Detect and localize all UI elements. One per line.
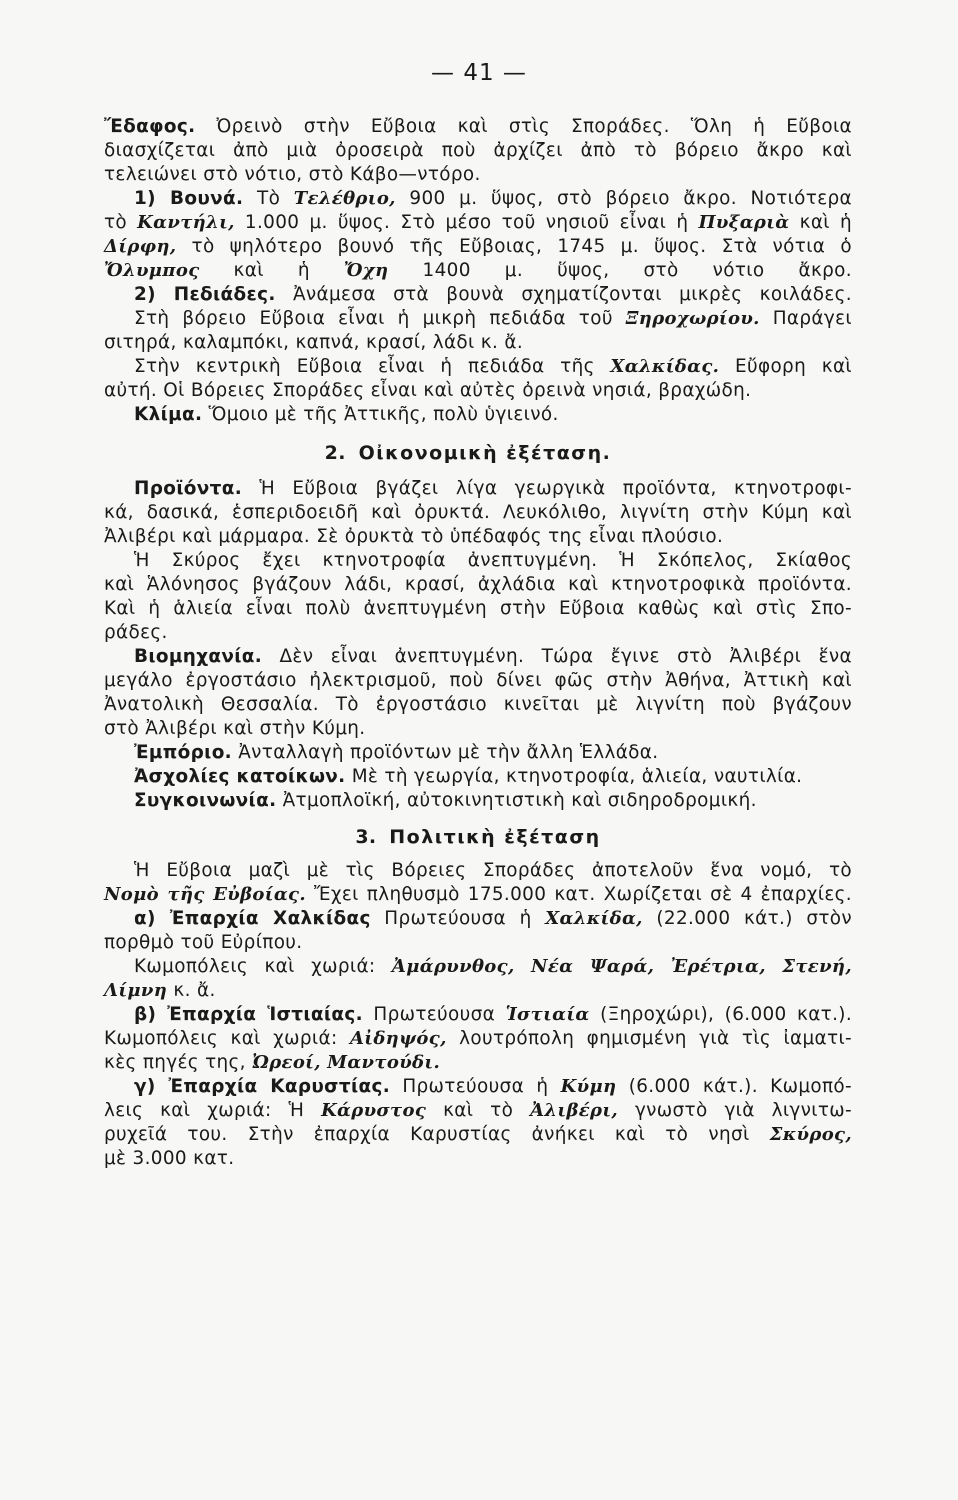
edafos-line-1: Ἔδαφος. Ὀρεινὸ στὴν Εὔβοια καὶ στὶς Σποράδες. Ὅλη ἡ Εὔβοια: [104, 116, 852, 137]
section-2-heading: 2. Οἰκονομικὴ ἐξέταση.: [324, 442, 612, 464]
pediades-line-1: 2) Πεδιάδες. Ἀνάμεσα στὰ βουνὰ σχηματίζονται μικρὲς κοιλάδες.: [134, 284, 852, 305]
politiki-line-1: Ἡ Εὔβοια μαζὶ μὲ τὶς Βόρειες Σποράδες ἀποτελοῦν ἕνα νομό, τὸ: [134, 860, 852, 881]
eparxia-b-line-1: β) Ἐπαρχία Ἱστιαίας. Πρωτεύουσα Ἱστιαία (Ξηροχώρι), (6.000 κατ.).: [134, 1004, 853, 1025]
town-limni: Λίμνη: [104, 980, 168, 1001]
section-3-heading: 3. Πολιτικὴ ἐξέταση: [355, 826, 601, 848]
vouna-line-2: τὸ Καντήλι, 1.000 μ. ὕψος. Στὸ μέσο τοῦ νησιοῦ εἶναι ἡ Πυξαριὰ καὶ ἡ: [104, 212, 852, 233]
asxolies-line: Ἀσχολίες κατοίκων. Μὲ τὴ γεωργία, κτηνοτροφία, ἁλιεία, ναυτιλία.: [134, 766, 803, 787]
pediades-line-5: αὐτή. Οἱ Βόρειες Σποράδες εἶναι καὶ αὐτὲς ὀρεινὰ νησιά, βραχώδη.: [104, 380, 752, 401]
town-aliveri: Ἀλιβέρι,: [530, 1100, 619, 1121]
town-nea-psara: Νέα Ψαρά,: [531, 956, 655, 977]
mountain-pyxaria: Πυξαριὰ: [698, 212, 790, 233]
section-3-title: Πολιτικὴ ἐξέταση: [389, 826, 601, 848]
eparxia-a-line-2: πορθμὸ τοῦ Εὐρίπου.: [104, 932, 303, 953]
eparxia-c-line-2: λεις καὶ χωριά: Ἡ Κάρυστος καὶ τὸ Ἀλιβέρι, γνωστὸ γιὰ λιγνιτω-: [104, 1100, 853, 1121]
proionta-line-4: Ἡ Σκύρος ἔχει κτηνοτροφία ἀνεπτυγμένη. Ἡ Σκόπελος, Σκίαθος: [134, 550, 852, 571]
politiki-line-2: Νομὸ τῆς Εὐβοίας. Ἔχει πληθυσμὸ 175.000 κατ. Χωρίζεται σὲ 4 ἐπαρχίες.: [104, 884, 852, 905]
mountain-dirfi: Δίρφη,: [104, 236, 177, 257]
sygkoinonia-line: Συγκοινωνία. Ἀτμοπλοϊκή, αὐτοκινητιστικὴ καὶ σιδηροδρομική.: [134, 790, 757, 811]
emporio-line: Ἐμπόριο. Ἀνταλλαγὴ προϊόντων μὲ τὴν ἄλλη Ἑλλάδα.: [134, 742, 659, 763]
capital-chalkida: Χαλκίδα,: [545, 908, 643, 929]
eparxia-c-label: γ) Ἐπαρχία Καρυστίας.: [134, 1076, 391, 1097]
emporio-label: Ἐμπόριο.: [134, 742, 233, 763]
capital-istiaia: Ἱστιαία: [505, 1004, 590, 1025]
town-steni: Στενή,: [782, 956, 852, 977]
town-karystos: Κάρυστος: [321, 1100, 427, 1121]
proionta-line-5: καὶ Ἁλόνησος βγάζουν λάδι, κρασί, ἀχλάδια καὶ κτηνοτροφικὰ προϊόντα.: [104, 574, 852, 595]
capital-kymi: Κύμη: [560, 1076, 617, 1097]
proionta-label: Προϊόντα.: [134, 478, 243, 499]
viomixania-line-3: Ἀνατολικὴ Θεσσαλία. Τὸ ἐργοστάσιο κινεῖται μὲ λιγνίτη ποὺ βγάζουν: [104, 694, 852, 715]
eparxia-c-line-1: γ) Ἐπαρχία Καρυστίας. Πρωτεύουσα ἡ Κύμη (6.000 κάτ.). Κωμοπό-: [134, 1076, 852, 1097]
eparxia-c-line-4: μὲ 3.000 κατ.: [104, 1148, 235, 1169]
page-number: — 41 —: [431, 60, 527, 86]
nomos-euvoias: Νομὸ τῆς Εὐβοίας.: [104, 884, 306, 905]
town-aidipsos: Αἰδηψός,: [349, 1028, 447, 1049]
mountain-telethrio: Τελέθριο,: [293, 188, 396, 209]
island-skyros: Σκύρος,: [769, 1124, 852, 1145]
proionta-line-2: κά, δασικά, ἑσπεριδοειδῆ καὶ ὀρυκτά. Λευκόλιθο, λιγνίτη στὴν Κύμη καὶ: [104, 502, 852, 523]
eparxia-a-line-1: α) Ἐπαρχία Χαλκίδας Πρωτεύουσα ἡ Χαλκίδα, (22.000 κάτ.) στὸν: [134, 908, 852, 929]
eparxia-c-line-3: ρυχεῖά του. Στὴν ἐπαρχία Καρυστίας ἀνήκει καὶ τὸ νησὶ Σκύρος,: [104, 1124, 852, 1145]
vouna-label: 1) Βουνά.: [134, 188, 244, 209]
pediades-line-3: σιτηρά, καλαμπόκι, καπνά, κρασί, λάδι κ. ἄ.: [104, 332, 524, 353]
klima-label: Κλίμα.: [134, 404, 203, 425]
klima-line: Κλίμα. Ὅμοιο μὲ τῆς Ἀττικῆς, πολὺ ὑγιεινό.: [134, 404, 559, 425]
proionta-line-1: Προϊόντα. Ἡ Εὔβοια βγάζει λίγα γεωργικὰ προϊόντα, κτηνοτροφι-: [134, 478, 852, 499]
vouna-line-3: Δίρφη, τὸ ψηλότερο βουνό τῆς Εὔβοιας, 1745 μ. ὕψος. Στὰ νότια ὁ Ὄλυμπος καὶ ἡ Ὄχη 1400 μ. ὕψος, στὸ νότιο ἄκρο.: [104, 236, 852, 281]
mountain-olympos: Ὄλυμπος: [104, 260, 200, 281]
proionta-line-6: Καὶ ἡ ἁλιεία εἶναι πολὺ ἀνεπτυγμένη στὴν Εὔβοια καθὼς καὶ στὶς Σπο-: [104, 598, 852, 619]
section-2-title: Οἰκονομικὴ ἐξέταση.: [358, 442, 612, 464]
viomixania-line-1: Βιομηχανία. Δὲν εἶναι ἀνεπτυγμένη. Τώρα ἔγινε στὸ Ἀλιβέρι ἕνα: [134, 646, 852, 667]
town-mantoudi: Μαντούδι.: [327, 1052, 441, 1073]
pediades-label: 2) Πεδιάδες.: [134, 284, 276, 305]
eparxia-a-label: α) Ἐπαρχία Χαλκίδας: [134, 908, 371, 929]
eparxia-a-line-4: Λίμνη κ. ἄ.: [104, 980, 216, 1001]
town-oreoi: Ὠρεοί,: [252, 1052, 321, 1073]
edafos-line-3: τελειώνει στὸ νότιο, στὸ Κάβο—ντόρο.: [104, 164, 481, 185]
page-content: [104, 115, 852, 1171]
viomixania-label: Βιομηχανία.: [134, 646, 263, 667]
sygkoinonia-label: Συγκοινωνία.: [134, 790, 277, 811]
proionta-line-3: Ἀλιβέρι καὶ μάρμαρα. Σὲ ὀρυκτὰ τὸ ὑπέδαφός της εἶναι πλούσιο.: [104, 526, 724, 547]
eparxia-b-line-2: Κωμοπόλεις καὶ χωριά: Αἰδηψός, λουτρόπολη φημισμένη γιὰ τὶς ἰαματι-: [104, 1028, 853, 1049]
plain-chalkida: Χαλκίδας.: [610, 356, 720, 377]
eparxia-b-label: β) Ἐπαρχία Ἱστιαίας.: [134, 1004, 363, 1025]
pediades-line-4: Στὴν κεντρικὴ Εὔβοια εἶναι ἡ πεδιάδα τῆς Χαλκίδας. Εὔφορη καὶ: [134, 356, 852, 377]
town-eretria: Ἐρέτρια,: [670, 956, 766, 977]
mountain-ochi: Ὄχη: [343, 260, 389, 281]
viomixania-line-4: στὸ Ἀλιβέρι καὶ στὴν Κύμη.: [104, 718, 366, 739]
pediades-line-2: Στὴ βόρειο Εὔβοια εἶναι ἡ μικρὴ πεδιάδα τοῦ Ξηροχωρίου. Παράγει: [134, 308, 852, 329]
edafos-label: Ἔδαφος.: [104, 116, 196, 137]
vouna-line-1: 1) Βουνά. Τὸ Τελέθριο, 900 μ. ὕψος, στὸ βόρειο ἄκρο. Νοτιότερα: [134, 188, 852, 209]
town-amarynthos: Ἀμάρυνθος,: [391, 956, 515, 977]
mountain-kantili: Καντήλι,: [137, 212, 235, 233]
viomixania-line-2: μεγάλο ἐργοστάσιο ἠλεκτρισμοῦ, ποὺ δίνει φῶς στὴν Ἀθήνα, Ἀττικὴ καὶ: [104, 670, 852, 691]
eparxia-a-line-3: Κωμοπόλεις καὶ χωριά: Ἀμάρυνθος, Νέα Ψαρά, Ἐρέτρια, Στενή,: [134, 956, 852, 977]
edafos-line-2: διασχίζεται ἀπὸ μιὰ ὀροσειρὰ ποὺ ἀρχίζει ἀπὸ τὸ βόρειο ἄκρο καὶ: [104, 140, 852, 161]
plain-xirochori: Ξηροχωρίου.: [625, 308, 760, 329]
asxolies-label: Ἀσχολίες κατοίκων.: [134, 766, 346, 787]
eparxia-b-line-3: κὲς πηγές της, Ὠρεοί, Μαντούδι.: [104, 1052, 441, 1073]
proionta-line-7: ράδες.: [104, 622, 168, 643]
